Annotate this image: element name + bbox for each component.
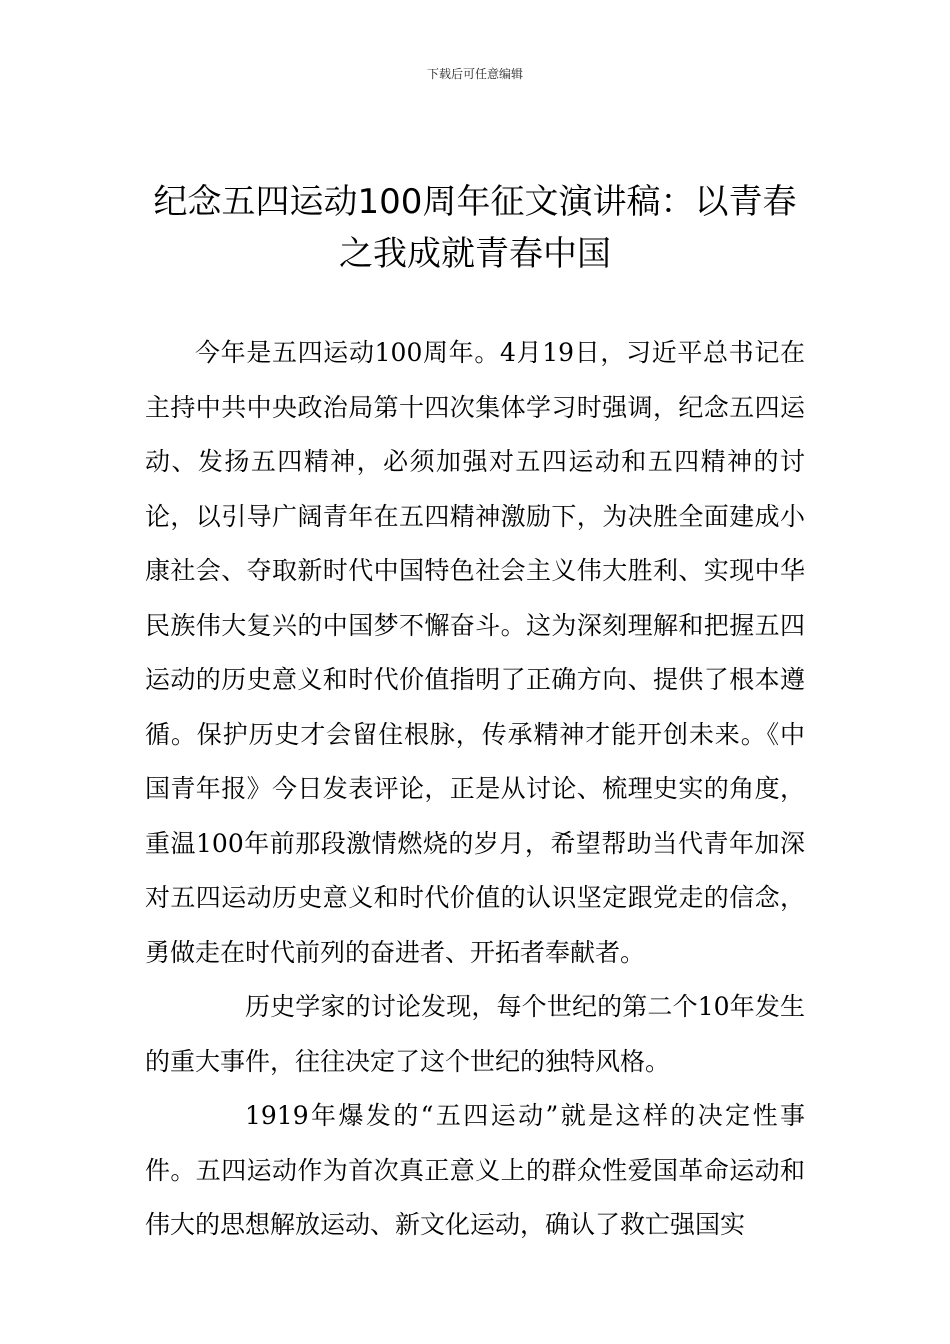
document-body [145,326,805,1253]
page-header-note: 下载后可任意编辑 [426,67,523,81]
body-paragraph-1: 今年是五四运动100周年。4月19日，习近平总书记在主持中共中央政治局第十四次集体学习时强调，纪念五四运动、发扬五四精神，必须加强对五四运动和五四精神的讨论，以引导广阔青年在五四精神激励下，为决胜全面建成小康社会、夺取新时代中国特色社会主义伟大胜利、实现中华民族伟大复兴的中国梦不懈奋斗。这为深刻理解和把握五四运动的历史意义和时代价值指明了正确方向、提供了根本遵循。保护历史才会留住根脉，传承精神才能开创未来。《中国青年报》今日发表评论，正是从讨论、梳理史实的角度，重温100年前那段激情燃烧的岁月，希望帮助当代青年加深对五四运动历史意义和时代价值的认识坚定跟党走的信念，勇做走在时代前列的奋进者、开拓者奉献者。 [145,338,805,967]
body-paragraph-3: 1919年爆发的“五四运动”就是这样的决定性事件。五四运动作为首次真正意义上的群众性爱国革命运动和伟大的思想解放运动、新文化运动，确认了救亡强国实 [145,1101,805,1239]
body-paragraph-2: 历史学家的讨论发现，每个世纪的第二个10年发生的重大事件，往往决定了这个世纪的独特风格。 [145,992,805,1076]
document-title: 纪念五四运动100周年征文演讲稿：以青春之我成就青春中国 [153,182,797,274]
